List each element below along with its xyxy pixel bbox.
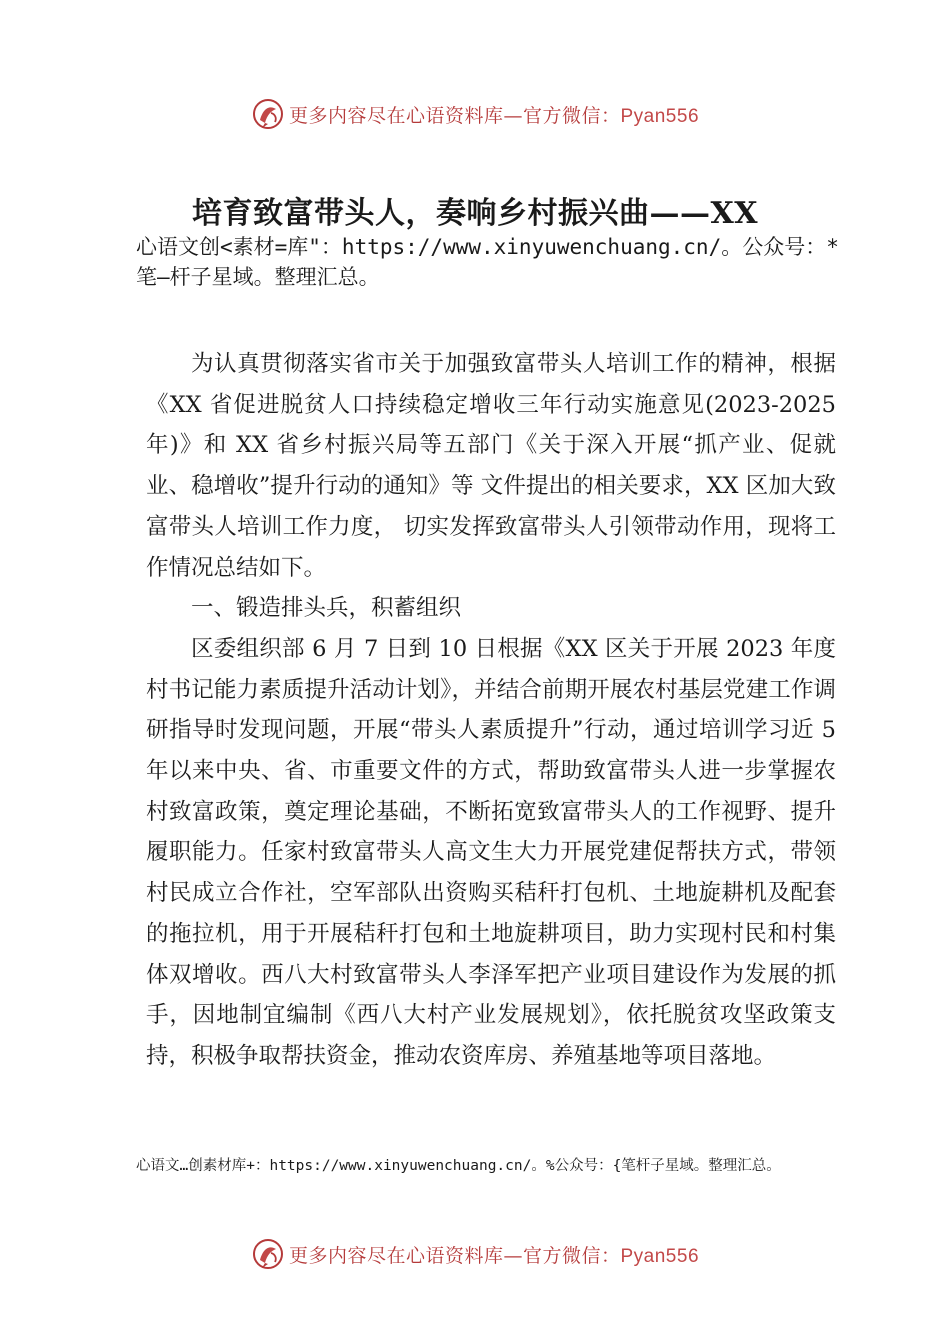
footer-watermark-banner xyxy=(0,1234,950,1274)
watermark-text: 更多内容尽在心语资料库—官方微信：Pyan556 xyxy=(288,1244,700,1267)
page-title: 培育致富带头人，奏响乡村振兴曲——XX xyxy=(191,196,759,231)
ribbon-logo-icon xyxy=(251,1237,285,1271)
header-watermark-banner xyxy=(0,94,950,134)
paragraph-section-1: 区委组织部 6 月 7 日到 10 日根据《XX 区关于开展 2023 年度村书记能力素质提升活动计划》，并结合前期开展农村基层党建工作调研指导时发现问题，开展“带头人素质提升”行动，通过培训学习近 5 年以来中央、省、市重要文件的方式，帮助致富带头人进一步掌握农村致富政策，奠定理论基础，不断拓宽致富带头人的工作视野、提升履职能力。任家村致富带头人高文生大力开展党建促帮扶方式，带领村民成立合作社，空军部队出资购买秸秆打包机、土地旋耕机及配套的拖拉机，用于开展秸秆打包和土地旋耕项目，助力实现村民和村集体双增收。西八大村致富带头人李泽军把产业项目建设作为发展的抓手，因地制宜编制《西八大村产业发展规划》，依托脱贫攻坚政策支持，积极争取帮扶资金，推动农资库房、养殖基地等项目落地。 xyxy=(146,635,836,1069)
watermark-text: 更多内容尽在心语资料库—官方微信：Pyan556 xyxy=(288,104,700,127)
ribbon-logo-icon xyxy=(251,97,285,131)
paragraph-intro: 为认真贯彻落实省市关于加强致富带头人培训工作的精神，根据《XX 省促进脱贫人口持续稳定增收三年行动实施意见(2023-2025 年)》和 XX 省乡村振兴局等五部门《关于深入开展“抓产业、促就业、稳增收”提升行动的通知》等 文件提出的相关要求，XX 区加大致富带头人培训工作力度， 切实发挥致富带头人引领带动作用，现将工作情况总结如下。 xyxy=(146,351,836,581)
document-body xyxy=(146,344,836,1077)
source-line: 心语文创<素材=库"：https://www.xinyuwenchuang.cn/。公众号：*笔—杆子星域。整理汇总。 xyxy=(136,235,839,289)
section-heading: 一、锻造排头兵，积蓄组织 xyxy=(191,595,462,622)
wechat-id: Pyan556 xyxy=(620,1245,700,1267)
footer-note: 心语文…创素材库+：https://www.xinyuwenchuang.cn/。%公众号：{笔杆子星域。整理汇总。 xyxy=(136,1158,781,1174)
wechat-id: Pyan556 xyxy=(620,105,700,127)
